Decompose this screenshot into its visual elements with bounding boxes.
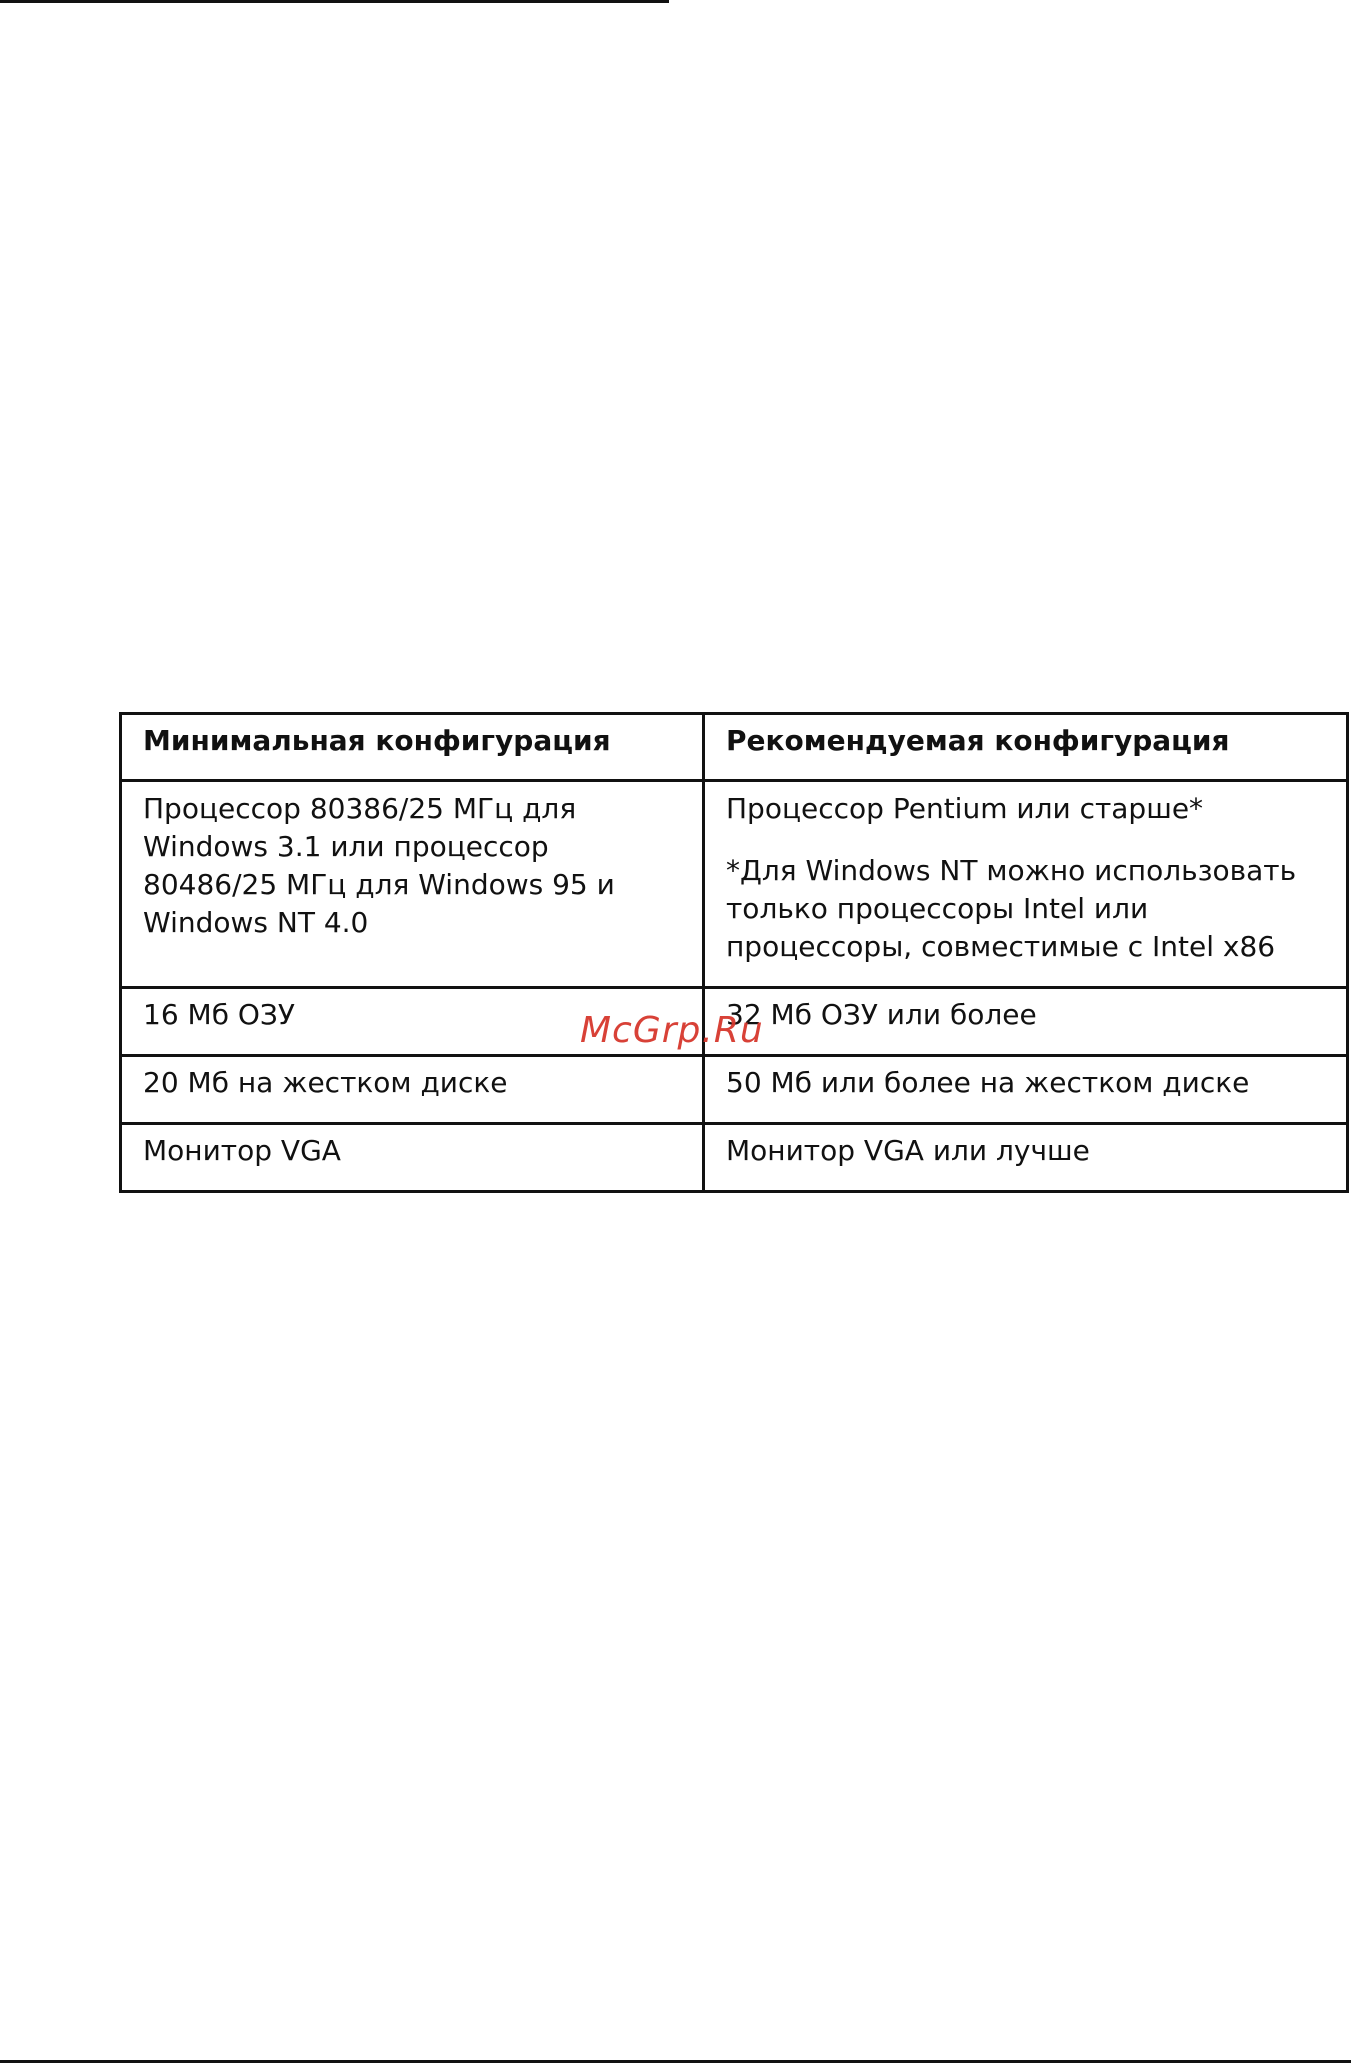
cell-min-monitor: Монитор VGA [121,1124,704,1192]
cell-rec-disk: 50 Мб или более на жестком диске [704,1056,1348,1124]
table-row-monitor [121,1124,1348,1192]
cell-min-processor: Процессор 80386/25 МГц для Windows 3.1 или процессор 80486/25 МГц для Windows 95 и Windows NT 4.0 [121,781,704,988]
table-row-processor [121,781,1348,988]
system-requirements-table [119,712,1349,1193]
cell-rec-processor [704,781,1348,988]
rec-processor-note: *Для Windows NT можно использовать только процессоры Intel или процессоры, совместимые с Intel x86 [726,854,1297,963]
cell-rec-ram: 32 Мб ОЗУ или более [704,988,1348,1056]
table-row-disk [121,1056,1348,1124]
header-recommended-config: Рекомендуемая конфигурация [704,714,1348,781]
cell-min-ram: 16 Мб ОЗУ [121,988,704,1056]
rec-processor-text: Процессор Pentium или старше* [726,792,1204,825]
cell-rec-monitor: Монитор VGA или лучше [704,1124,1348,1192]
cell-min-disk: 20 Мб на жестком диске [121,1056,704,1124]
bottom-rule [0,2060,1351,2063]
table-header-row [121,714,1348,781]
watermark-text: McGrp.Ru [580,1010,764,1051]
top-rule [0,0,669,3]
header-minimal-config: Минимальная конфигурация [121,714,704,781]
